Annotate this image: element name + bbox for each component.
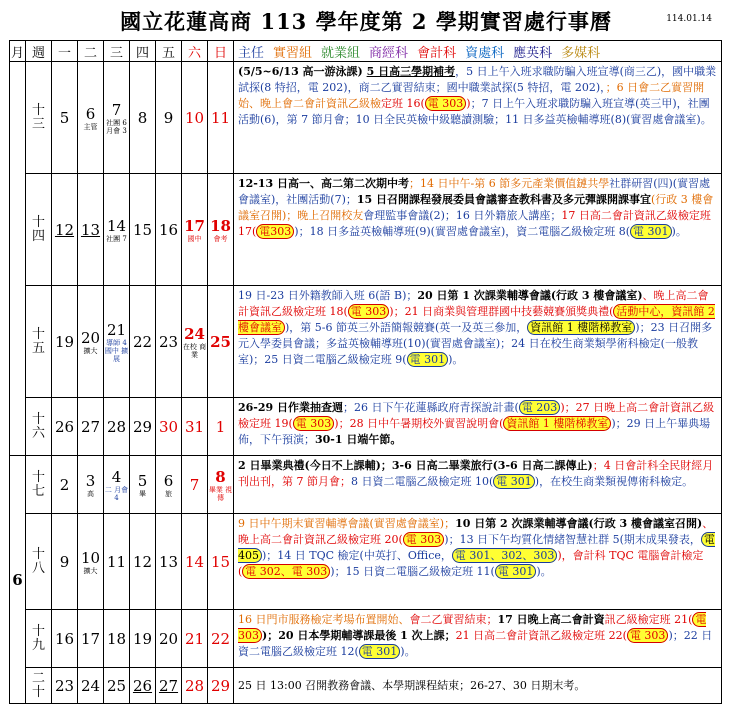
week-number: 十 四: [26, 174, 52, 286]
header-wed: 三: [104, 41, 130, 62]
day-cell: 3 高: [78, 456, 104, 514]
room-highlight: 電 203: [519, 400, 561, 415]
page-title: 國立花蓮高商 113 學年度第 2 學期實習處行事曆: [120, 9, 612, 34]
day-cell: 20 擴大: [78, 286, 104, 398]
day-cell: 17: [78, 610, 104, 668]
day-cell: 9: [52, 514, 78, 610]
legend-item: 資處科: [465, 45, 505, 61]
day-cell: 17 國中: [182, 174, 208, 286]
legend-item: 主任: [238, 45, 265, 61]
day-cell: 28: [182, 668, 208, 704]
day-cell: 31: [182, 398, 208, 456]
day-cell: 12: [130, 514, 156, 610]
week-number: 十 三: [26, 62, 52, 174]
room-highlight: 電 301: [493, 474, 535, 489]
room-highlight: 電 405: [238, 533, 715, 562]
day-cell: 27: [78, 398, 104, 456]
day-cell: 18: [104, 610, 130, 668]
day-cell: 5: [52, 62, 78, 174]
day-cell: 11: [104, 514, 130, 610]
week-row: [10, 456, 722, 514]
day-cell: 11: [208, 62, 234, 174]
month-cell-may: [10, 62, 26, 456]
week-row: [10, 62, 722, 174]
header-week: 週: [26, 41, 52, 62]
day-cell: 7 社團 6月會 3: [104, 62, 130, 174]
day-cell: 20: [156, 610, 182, 668]
room-highlight: 電 303: [348, 304, 390, 319]
week-row: [10, 610, 722, 668]
header-month: 月: [10, 41, 26, 62]
room-highlight: 電 301: [407, 352, 449, 367]
month-cell-june: 6: [10, 456, 26, 704]
day-cell: 4 二 月會 4: [104, 456, 130, 514]
room-highlight: 電 301: [630, 224, 672, 239]
day-cell: 7: [182, 456, 208, 514]
week-number: 十 六: [26, 398, 52, 456]
room-highlight: 資訊館 1 樓階梯教室: [527, 320, 635, 335]
header-row: [10, 41, 722, 62]
room-highlight: 電 301: [359, 644, 401, 659]
week-events: 2 日畢業典禮(今日不上課輔)；3-6 日高二畢業旅行(3-6 日高二課傳止)；4 日會計科全民財經月刊出刊，第 7 節月會；8 日資二電腦乙級檢定班 10( 電 301 )，在校生商業類視傳術科檢定。: [234, 456, 722, 514]
day-cell: 25: [208, 286, 234, 398]
day-cell: 24: [78, 668, 104, 704]
day-cell: 10: [182, 62, 208, 174]
day-cell: 6 主管: [78, 62, 104, 174]
day-cell: 6 旅: [156, 456, 182, 514]
week-events: 16 日門市服務檢定考場布置開始、會二乙實習結束；17 日晚上高二會計資訊乙級檢定班 21( 電 303 )；20 日本學期輔導課最後 1 次上課；21 日高二會計資訊乙級檢定班 22( 電 303 )；22 日資二電腦乙級檢定班 12( 電 301 )。: [234, 610, 722, 668]
issue-date: 114.01.14: [666, 14, 712, 24]
legend-item: 實習組: [273, 45, 313, 61]
day-cell: 18 會考: [208, 174, 234, 286]
day-cell: 28: [104, 398, 130, 456]
day-cell: 23: [52, 668, 78, 704]
week-row: [10, 174, 722, 286]
legend-item: 商經科: [369, 45, 409, 61]
header-thu: 四: [130, 41, 156, 62]
legend-item: 應英科: [513, 45, 553, 61]
day-cell: 16: [52, 610, 78, 668]
day-cell: 21 導師 4 國中 擴展: [104, 286, 130, 398]
room-highlight: 電 303: [627, 628, 669, 643]
room-highlight: 電 303: [293, 416, 335, 431]
week-events: 26-29 日作業抽查週；26 日下午花蓮縣政府青探說計畫( 電 203 )；27 日晚上高二會計資訊乙級檢定班 19( 電 303 )；28 日中午暑期校外實習說明會( 資訊館 1 樓階梯教室 )；29 日上午畢典場佈，下午預演；30-1 日端午節。: [234, 398, 722, 456]
room-highlight: 電 301: [495, 564, 537, 579]
day-cell: 26: [52, 398, 78, 456]
day-cell: 19: [130, 610, 156, 668]
week-row: [10, 286, 722, 398]
week-row: [10, 668, 722, 704]
header-sat: 六: [182, 41, 208, 62]
header-mon: 一: [52, 41, 78, 62]
room-highlight: 資訊館 1 樓階梯教室: [503, 416, 611, 431]
day-cell: 24 在校 商業: [182, 286, 208, 398]
day-cell: 8 畢業 視傳: [208, 456, 234, 514]
room-highlight: 活動中心，資訊館 2 樓會議室: [238, 305, 715, 334]
room-highlight: 電 303: [238, 613, 707, 642]
day-cell: 1: [208, 398, 234, 456]
week-number: 十 八: [26, 514, 52, 610]
week-number: 十 九: [26, 610, 52, 668]
day-cell: 5 畢: [130, 456, 156, 514]
day-cell: 22: [208, 610, 234, 668]
room-highlight: 電 303: [425, 96, 467, 111]
week-row: [10, 398, 722, 456]
room-highlight: 電 301、302、303: [452, 548, 557, 563]
week-row: [10, 514, 722, 610]
day-cell: 13: [156, 514, 182, 610]
day-cell: 10 擴大: [78, 514, 104, 610]
day-cell: 22: [130, 286, 156, 398]
day-cell: 16: [156, 174, 182, 286]
day-cell: 25: [104, 668, 130, 704]
day-cell: 14: [182, 514, 208, 610]
day-cell: 2: [52, 456, 78, 514]
room-highlight: 電 302、電 303: [242, 564, 330, 579]
week-events: 19 日-23 日外籍教師入班 6(語 B)；20 日第 1 次課業輔導會議(行政 3 樓會議室)、晚上高二會計資訊乙級檢定班 18( 電 303 )；21 日商業與管理群國中技藝競賽頒獎典禮( 活動中心，資訊館 2 樓會議室 )，第 5-6 節英三外語簡報競賽(英一及英三參加， 資訊館 1 樓階梯教室 )；23 日召開多元入學委員會議；多益英檢輔導班(10)(實習處會議室)；24 日在校生商業類學術科檢定(一般教室)；25 日資二電腦乙級檢定班 9( 電 301 )。: [234, 286, 722, 398]
day-cell: 23: [156, 286, 182, 398]
day-cell: 15: [208, 514, 234, 610]
room-highlight: 電 303: [403, 532, 445, 547]
day-cell: 26: [130, 668, 156, 704]
week-events: 25 日 13:00 召開教務會議、本學期課程結束；26-27、30 日期末考。: [234, 668, 722, 704]
day-cell: 14 社團 7: [104, 174, 130, 286]
day-cell: 8: [130, 62, 156, 174]
legend-item: 會計科: [417, 45, 457, 61]
legend: [234, 41, 722, 62]
week-number: 二 十: [26, 668, 52, 704]
calendar-table: [9, 40, 722, 704]
header-fri: 五: [156, 41, 182, 62]
header-tue: 二: [78, 41, 104, 62]
room-highlight: 電303: [256, 224, 294, 239]
day-cell: 27: [156, 668, 182, 704]
day-cell: 15: [130, 174, 156, 286]
legend-item: 就業組: [321, 45, 361, 61]
week-events: (5/5~6/13 高一游泳課) 5 日高三學期補考，5 日上午入班求職防騙入班宣導(商三乙)，國中職業試探(8 特招，電 202)，商二乙實習結束；國中職業試探(5 特招，電 202)，；6 日會二乙實習開始、晚上會二會計資訊乙級檢定班 16( 電 303 )；7 日上午入班求職防騙入班宣導(英三甲)，社團活動(6)，第 7 節月會；10 日全民英檢中級聽讀測驗；11 日多益英檢輔導班(8)(實習處會議室)。: [234, 62, 722, 174]
week-events: 12-13 日高一、高二第二次期中考；14 日中午-第 6 節多元產業價值鏈共學社群研習(四)(實習處會議室)，社團活動(7)；15 日召開課程發展委員會議審查教科書及多元彈課開課事宜(行政 3 樓會議室召開)；晚上召開校友會理監事會議(2)；16 日外籍旅人講座；17 日高二會計資訊乙級檢定班 17( 電303 )；18 日多益英檢輔導班(9)(實習處會議室)，資二電腦乙級檢定班 8( 電 301 )。: [234, 174, 722, 286]
day-cell: 21: [182, 610, 208, 668]
day-cell: 30: [156, 398, 182, 456]
day-cell: 13: [78, 174, 104, 286]
day-cell: 19: [52, 286, 78, 398]
legend-item: 多媒科: [561, 45, 601, 61]
day-cell: 12: [52, 174, 78, 286]
week-number: 十 五: [26, 286, 52, 398]
day-cell: 29: [130, 398, 156, 456]
header-sun: 日: [208, 41, 234, 62]
day-cell: 9: [156, 62, 182, 174]
day-cell: 29: [208, 668, 234, 704]
week-number: 十 七: [26, 456, 52, 514]
week-events: 9 日中午期末實習輔導會議(實習處會議室)；10 日第 2 次課業輔導會議(行政 3 樓會議室召開)、晚上高二會計資訊乙級檢定班 20( 電 303 )；13 日下午均質化情緒智慧社群 5(期末成果發表， 電 405 )；14 日 TQC 檢定(中英打、Office， 電 301、302、303 )，會計科 TQC 電腦會計檢定( 電 302、電 303 )；15 日資二電腦乙級檢定班 11( 電 301 )。: [234, 514, 722, 610]
